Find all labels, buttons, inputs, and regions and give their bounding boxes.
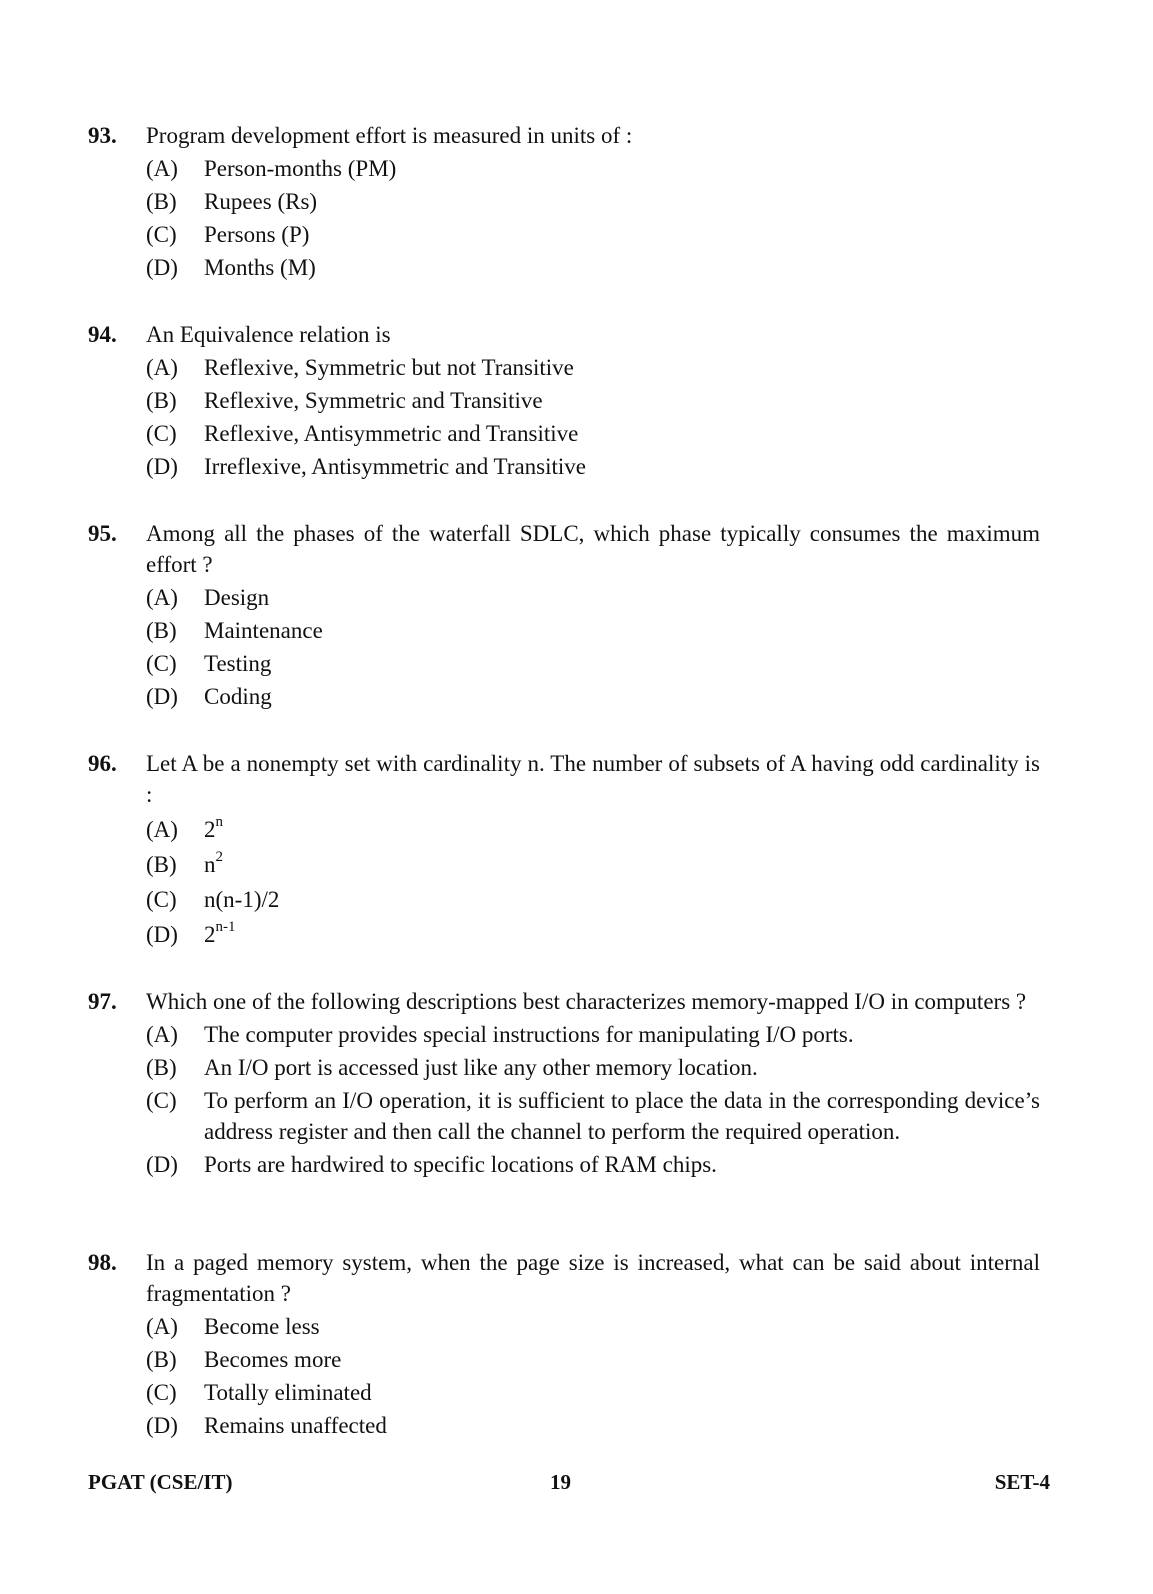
- option-b: [146, 1052, 1040, 1085]
- option-b: [146, 186, 1040, 219]
- option-text: The computer provides special instructions for manipulating I/O ports.: [204, 1022, 854, 1047]
- option-text: Become less: [204, 1314, 320, 1339]
- question-text: An Equivalence relation is: [146, 322, 391, 347]
- option-a: [146, 1019, 1040, 1052]
- option-label: (A): [146, 1022, 178, 1047]
- question-text: Program development effort is measured in units of :: [146, 123, 633, 148]
- option-label: (D): [146, 1413, 178, 1438]
- option-c: [146, 648, 1040, 681]
- option-text: Maintenance: [204, 618, 323, 643]
- option-c: [146, 219, 1040, 252]
- question-number: 96.: [88, 751, 117, 776]
- option-a: [146, 1311, 1040, 1344]
- option-text: Becomes more: [204, 1347, 342, 1372]
- question-96: [88, 748, 1040, 954]
- option-label: (B): [146, 1055, 177, 1080]
- option-label: (A): [146, 156, 178, 181]
- option-list: [146, 582, 1040, 714]
- option-list: [146, 1019, 1040, 1182]
- option-a: [146, 153, 1040, 186]
- option-text: Reflexive, Symmetric but not Transitive: [204, 355, 574, 380]
- option-base: 2: [204, 817, 216, 842]
- option-list: [146, 352, 1040, 484]
- question-95: [88, 518, 1040, 714]
- option-label: (D): [146, 684, 178, 709]
- question-94: [88, 319, 1040, 484]
- option-text: [204, 814, 1040, 845]
- option-exponent: n-1: [215, 919, 236, 936]
- option-text: Reflexive, Antisymmetric and Transitive: [204, 421, 579, 446]
- option-label: (D): [146, 454, 178, 479]
- option-label: (D): [146, 255, 178, 280]
- option-text: Testing: [204, 651, 272, 676]
- option-label: (D): [146, 1152, 178, 1177]
- option-list: [146, 153, 1040, 285]
- exam-code: PGAT (CSE/IT): [88, 1470, 233, 1494]
- option-text: Remains unaffected: [204, 1413, 387, 1438]
- question-93: [88, 120, 1040, 285]
- option-d: [146, 1410, 1040, 1443]
- option-label: (D): [146, 922, 178, 947]
- question-number: 94.: [88, 322, 117, 347]
- option-text: n(n-1)/2: [204, 887, 280, 912]
- option-text: Coding: [204, 684, 272, 709]
- option-exponent: 2: [215, 849, 223, 866]
- question-98: [88, 1247, 1040, 1443]
- option-exponent: n: [215, 814, 223, 831]
- option-label: (A): [146, 817, 178, 842]
- option-text: Person-months (PM): [204, 156, 397, 181]
- option-text: Ports are hardwired to specific locations of RAM chips.: [204, 1152, 717, 1177]
- set-label: SET-4: [994, 1470, 1050, 1494]
- option-d: [146, 252, 1040, 285]
- question-number: 98.: [88, 1250, 117, 1275]
- question-text: Which one of the following descriptions best characterizes memory-mapped I/O in computers ?: [146, 989, 1027, 1014]
- option-text: [204, 849, 1040, 880]
- question-text: Let A be a nonempty set with cardinality n. The number of subsets of A having odd cardinality is :: [146, 751, 1040, 807]
- option-label: (B): [146, 852, 177, 877]
- option-text: Months (M): [204, 255, 316, 280]
- question-number: 93.: [88, 123, 117, 148]
- option-c: [146, 418, 1040, 451]
- option-b: [146, 615, 1040, 648]
- question-number: 97.: [88, 989, 117, 1014]
- option-list: [146, 814, 1040, 954]
- option-a: [146, 814, 1040, 849]
- option-c: [146, 1085, 1040, 1147]
- option-text: An I/O port is accessed just like any other memory location.: [204, 1055, 758, 1080]
- option-label: (A): [146, 355, 178, 380]
- option-list: [146, 1311, 1040, 1443]
- option-text: Irreflexive, Antisymmetric and Transitive: [204, 454, 586, 479]
- option-text: Rupees (Rs): [204, 189, 318, 214]
- option-base: 2: [204, 922, 216, 947]
- option-b: [146, 1344, 1040, 1377]
- option-d: [146, 919, 1040, 954]
- question-97: [88, 986, 1040, 1182]
- option-c: [146, 1377, 1040, 1410]
- option-label: (A): [146, 585, 178, 610]
- option-label: (C): [146, 1380, 177, 1405]
- option-b: [146, 849, 1040, 884]
- option-label: (B): [146, 189, 177, 214]
- option-text: Totally eliminated: [204, 1380, 372, 1405]
- option-text: Reflexive, Symmetric and Transitive: [204, 388, 543, 413]
- question-text: In a paged memory system, when the page size is increased, what can be said about internal fragmentation ?: [146, 1250, 1040, 1306]
- option-label: (C): [146, 421, 177, 446]
- page-number: 19: [550, 1470, 571, 1494]
- option-text: Design: [204, 585, 270, 610]
- option-label: (B): [146, 1347, 177, 1372]
- option-label: (C): [146, 887, 177, 912]
- option-d: [146, 681, 1040, 714]
- option-a: [146, 582, 1040, 615]
- option-b: [146, 385, 1040, 418]
- option-d: [146, 1149, 1040, 1182]
- option-label: (C): [146, 651, 177, 676]
- option-label: (B): [146, 618, 177, 643]
- option-label: (A): [146, 1314, 178, 1339]
- option-label: (B): [146, 388, 177, 413]
- option-c: [146, 884, 1040, 919]
- option-base: n: [204, 852, 216, 877]
- question-text: Among all the phases of the waterfall SDLC, which phase typically consumes the maximum effort ?: [146, 521, 1040, 577]
- option-label: (C): [146, 1088, 177, 1113]
- option-text: Persons (P): [204, 222, 310, 247]
- option-label: (C): [146, 222, 177, 247]
- option-text: [204, 919, 1040, 950]
- option-a: [146, 352, 1040, 385]
- question-number: 95.: [88, 521, 117, 546]
- option-text: To perform an I/O operation, it is sufficient to place the data in the corresponding device’s address register and then call the channel to perform the required operation.: [204, 1088, 1040, 1144]
- option-d: [146, 451, 1040, 484]
